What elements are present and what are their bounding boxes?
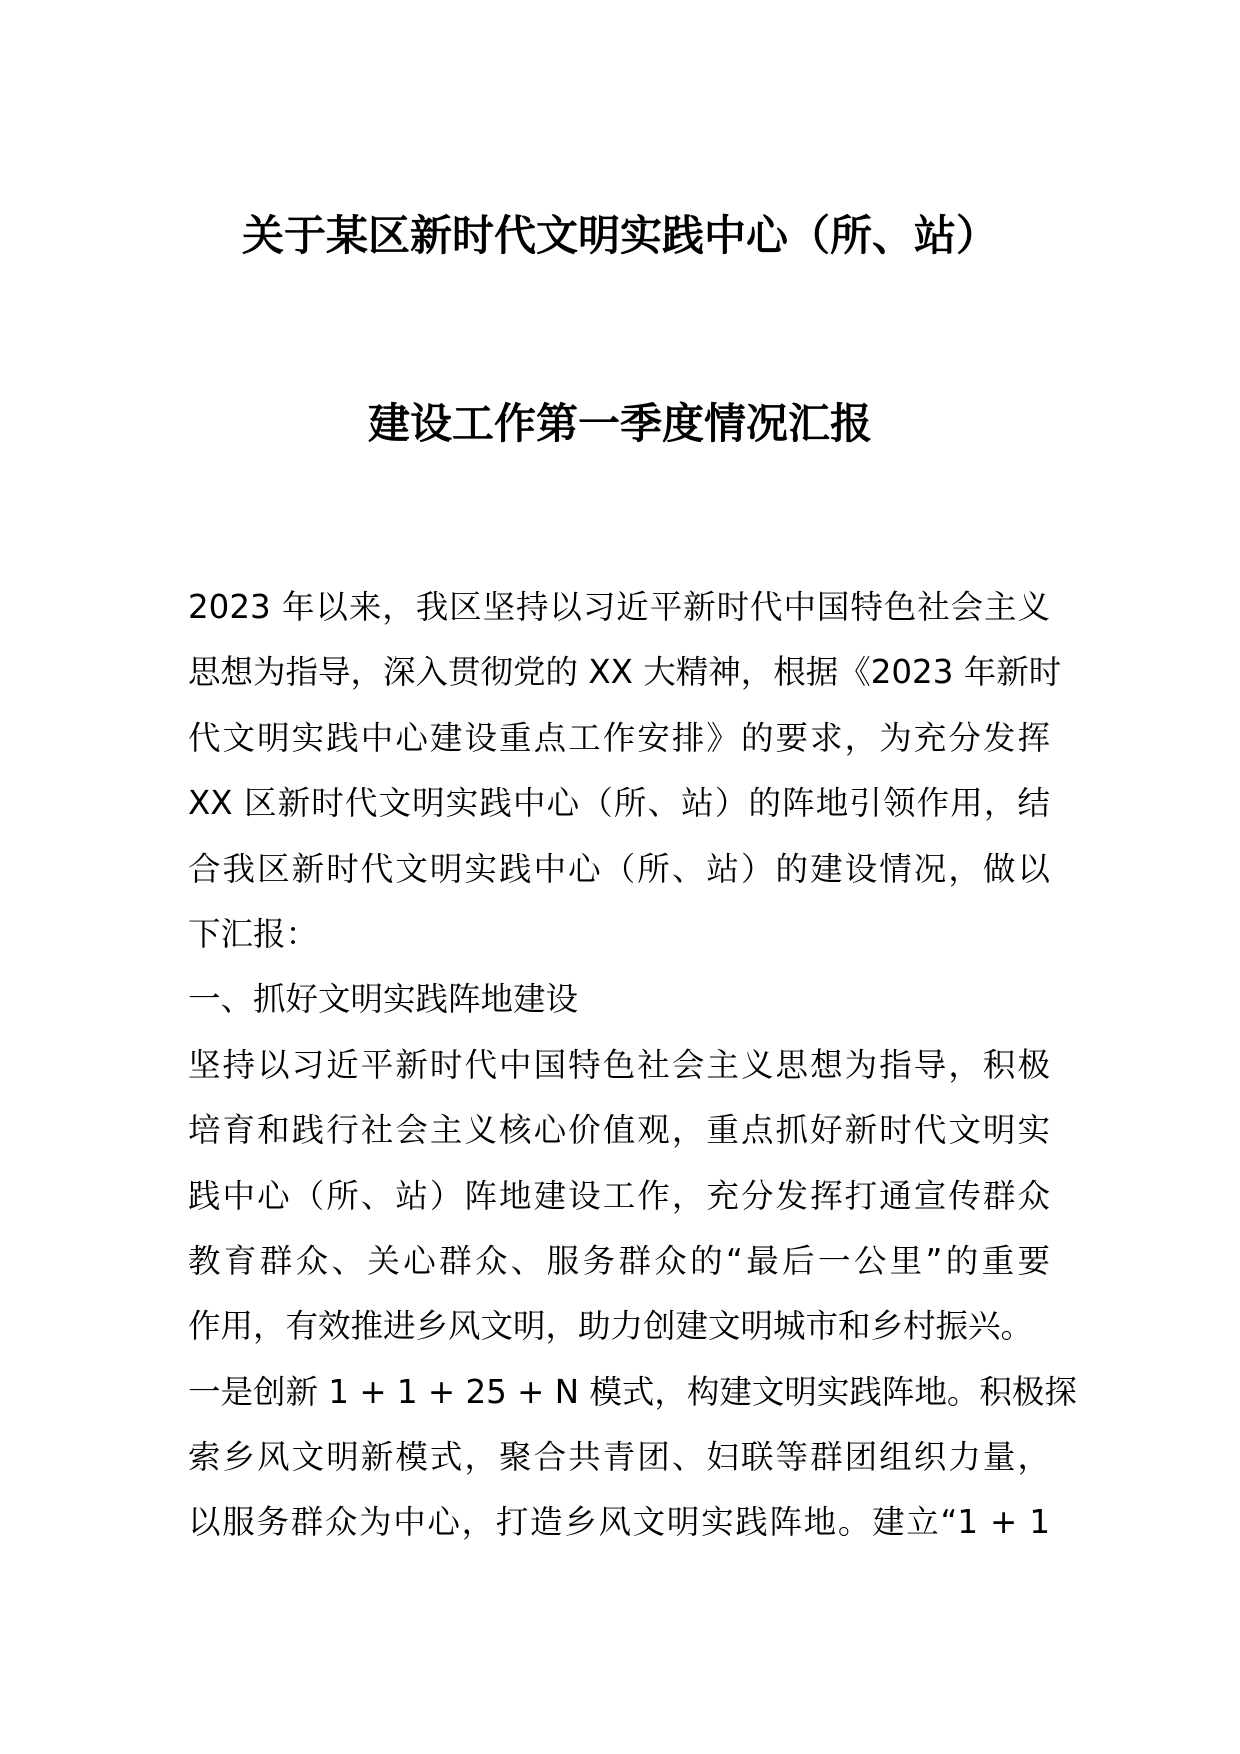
body-line-paragraph-end: 作用，有效推进乡风文明，助力创建文明城市和乡村振兴。 xyxy=(188,1307,1034,1346)
body-line: 2023 年以来，我区坚持以习近平新时代中国特色社会主义 xyxy=(188,588,1050,626)
document-title-line-1: 关于某区新时代文明实践中心（所、站） xyxy=(241,211,998,260)
body-line: 教育群众、关心群众、服务群众的“最后一公里”的重要 xyxy=(188,1241,1050,1280)
body-line: 培育和践行社会主义核心价值观，重点抓好新时代文明实 xyxy=(188,1111,1050,1150)
body-line-paragraph-end: 下汇报： xyxy=(188,914,319,953)
body-line: 坚持以习近平新时代中国特色社会主义思想为指导，积极 xyxy=(188,1045,1050,1084)
body-line: 以服务群众为中心，打造乡风文明实践阵地。建立“1 + 1 xyxy=(188,1503,1050,1542)
body-line: 合我区新时代文明实践中心（所、站）的建设情况，做以 xyxy=(188,849,1050,888)
document-title-line-2: 建设工作第一季度情况汇报 xyxy=(367,399,872,448)
body-line: XX 区新时代文明实践中心（所、站）的阵地引领作用，结 xyxy=(188,784,1050,823)
body-line: 索乡风文明新模式，聚合共青团、妇联等群团组织力量， xyxy=(188,1438,1050,1477)
body-line: 一是创新 1 + 1 + 25 + N 模式，构建文明实践阵地。积极探 xyxy=(188,1372,1077,1411)
body-line: 思想为指导，深入贯彻党的 XX 大精神，根据《2023 年新时 xyxy=(188,653,1062,692)
document-body xyxy=(188,575,1077,1556)
body-line: 代文明实践中心建设重点工作安排》的要求，为充分发挥 xyxy=(188,718,1050,757)
section-heading: 一、抓好文明实践阵地建设 xyxy=(188,980,579,1019)
body-line: 践中心（所、站）阵地建设工作，充分发挥打通宣传群众 xyxy=(188,1176,1050,1215)
